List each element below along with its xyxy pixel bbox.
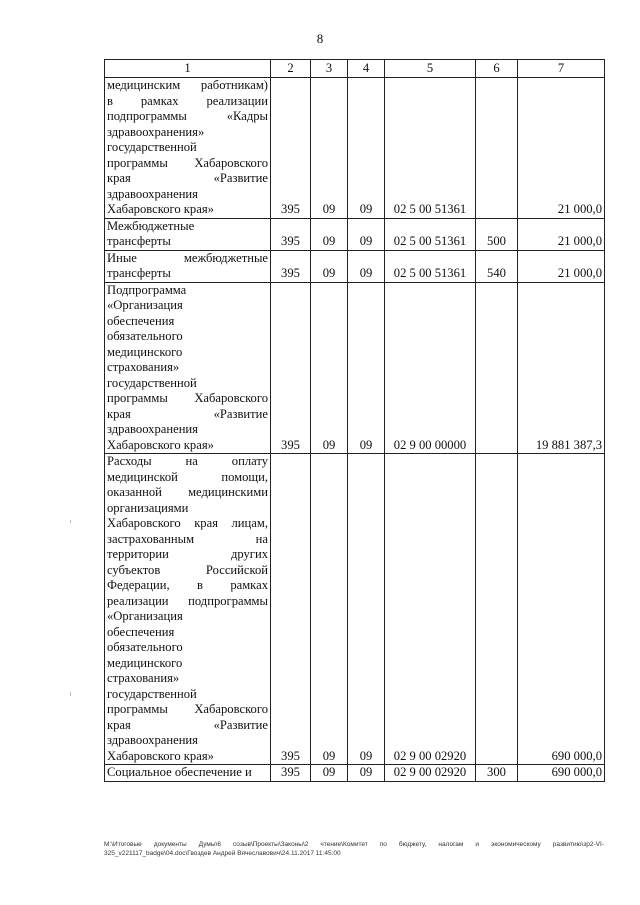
cell-subsection: 09	[348, 454, 385, 765]
description-line: программы Хабаровского	[107, 155, 268, 170]
description-line: оказанной медицинскими	[107, 485, 268, 499]
cell-amount: 21 000,0	[518, 218, 605, 250]
description-line: трансферты	[107, 234, 171, 248]
column-header: 7	[518, 60, 605, 78]
document-path-footer: M:\Итоговые документы Думы\6 созыв\Проекты\Законы\2 чтение\Комитет по бюджету, налогам и экономическому развитию\зр2-VI-325_v221117_badge\04.doc\Гвоздев Андрей Вячеславович\24.11.2017 11:45:00	[104, 841, 604, 857]
cell-subsection: 09	[348, 78, 385, 219]
cell-section: 09	[311, 250, 348, 282]
description-line: обеспечения	[107, 313, 175, 328]
row-description	[105, 78, 271, 219]
description-line: в рамках реализации	[107, 93, 268, 108]
cell-expense-type: 500	[476, 218, 518, 250]
description-line: медицинским работникам)	[107, 78, 268, 92]
description-line: «Организация	[107, 298, 183, 312]
budget-table	[104, 59, 605, 782]
description-line: трансферты	[107, 266, 171, 280]
table-row	[105, 765, 605, 782]
table-row	[105, 218, 605, 250]
cell-expense-type: 540	[476, 250, 518, 282]
cell-section: 09	[311, 454, 348, 765]
cell-target-article: 02 5 00 51361	[385, 218, 476, 250]
cell-amount: 21 000,0	[518, 250, 605, 282]
cell-ved: 395	[271, 454, 311, 765]
description-line: государственной	[107, 140, 197, 154]
binding-mark	[70, 692, 71, 696]
description-line: обеспечения	[107, 624, 175, 639]
description-line: Подпрограмма	[107, 282, 187, 297]
cell-target-article: 02 9 00 00000	[385, 282, 476, 454]
description-line: Расходы на оплату	[107, 454, 268, 468]
column-header: 2	[271, 60, 311, 78]
description-line: страхования»	[107, 671, 180, 685]
cell-section: 09	[311, 218, 348, 250]
description-line: края «Развитие	[107, 406, 268, 421]
cell-subsection: 09	[348, 250, 385, 282]
row-description	[105, 454, 271, 765]
description-line: Федерации, в рамках	[107, 578, 268, 592]
cell-amount: 690 000,0	[518, 765, 605, 782]
description-line: программы Хабаровского	[107, 702, 268, 716]
row-description	[105, 250, 271, 282]
cell-expense-type	[476, 454, 518, 765]
description-line: субъектов Российской	[107, 562, 268, 577]
binding-mark	[70, 520, 71, 523]
description-line: края «Развитие	[107, 717, 268, 732]
cell-amount: 21 000,0	[518, 78, 605, 219]
column-header: 5	[385, 60, 476, 78]
cell-section: 09	[311, 78, 348, 219]
cell-subsection: 09	[348, 765, 385, 782]
cell-target-article: 02 5 00 51361	[385, 250, 476, 282]
description-line: страхования»	[107, 360, 180, 374]
cell-ved: 395	[271, 218, 311, 250]
cell-ved: 395	[271, 78, 311, 219]
description-line: Хабаровского края»	[107, 748, 214, 763]
description-line: медицинского	[107, 655, 183, 670]
column-header: 3	[311, 60, 348, 78]
description-line: Социальное обеспечение и	[107, 765, 252, 779]
header-row	[105, 60, 605, 78]
description-line: Иные межбюджетные	[107, 250, 268, 265]
column-header: 1	[105, 60, 271, 78]
description-line: государственной	[107, 686, 197, 701]
description-line: Хабаровского края»	[107, 202, 214, 216]
description-line: территории других	[107, 547, 268, 561]
description-line: обязательного	[107, 640, 183, 654]
cell-target-article: 02 9 00 02920	[385, 454, 476, 765]
description-line: Межбюджетные	[107, 218, 195, 233]
description-line: медицинского	[107, 344, 183, 359]
description-line: здравоохранения	[107, 733, 198, 747]
description-line: реализации подпрограммы	[107, 593, 268, 608]
description-line: подпрограммы «Кадры	[107, 109, 268, 123]
cell-target-article: 02 5 00 51361	[385, 78, 476, 219]
cell-expense-type: 300	[476, 765, 518, 782]
description-line: обязательного	[107, 329, 183, 343]
cell-ved: 395	[271, 282, 311, 454]
cell-section: 09	[311, 282, 348, 454]
description-line: «Организация	[107, 609, 183, 623]
description-line: государственной	[107, 375, 197, 390]
table-body	[105, 60, 605, 782]
description-line: застрахованным на	[107, 531, 268, 546]
description-line: Хабаровского края»	[107, 437, 214, 452]
table-row	[105, 454, 605, 765]
row-description	[105, 282, 271, 454]
cell-subsection: 09	[348, 282, 385, 454]
cell-ved: 395	[271, 765, 311, 782]
table-row	[105, 250, 605, 282]
description-line: здравоохранения»	[107, 124, 205, 139]
table-row	[105, 78, 605, 219]
cell-expense-type	[476, 78, 518, 219]
cell-target-article: 02 9 00 02920	[385, 765, 476, 782]
description-line: организациями	[107, 500, 189, 515]
description-line: здравоохранения	[107, 422, 198, 436]
cell-amount: 19 881 387,3	[518, 282, 605, 454]
column-header: 6	[476, 60, 518, 78]
cell-ved: 395	[271, 250, 311, 282]
table-row	[105, 282, 605, 454]
cell-subsection: 09	[348, 218, 385, 250]
page-number: 8	[316, 31, 324, 46]
description-line: Хабаровского края лицам,	[107, 516, 268, 530]
column-header: 4	[348, 60, 385, 78]
description-line: медицинской помощи,	[107, 469, 268, 484]
description-line: здравоохранения	[107, 186, 198, 201]
description-line: края «Развитие	[107, 171, 268, 185]
row-description	[105, 765, 271, 782]
row-description	[105, 218, 271, 250]
cell-expense-type	[476, 282, 518, 454]
description-line: программы Хабаровского	[107, 391, 268, 405]
cell-section: 09	[311, 765, 348, 782]
cell-amount: 690 000,0	[518, 454, 605, 765]
